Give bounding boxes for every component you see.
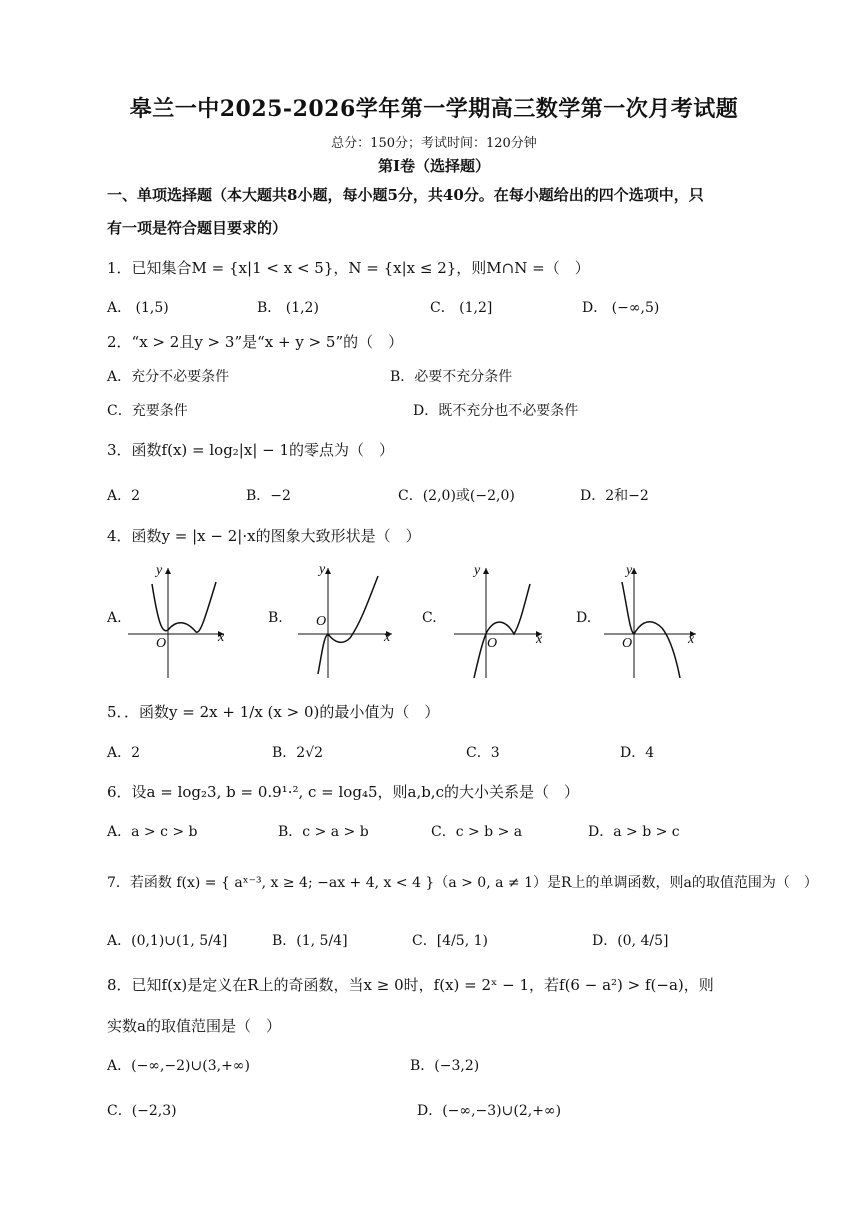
q2-option-a: A．充分不必要条件 [107, 369, 230, 385]
question-4-stem: 4．函数y = |x − 2|·x的图象大致形状是（ ） [107, 527, 421, 545]
q8-option-b: B．(−3,2) [410, 1058, 480, 1074]
exam-subtitle: 总分：150分；考试时间：120分钟 [331, 136, 537, 151]
q4-graph-a [124, 562, 252, 680]
q4-graph-c [450, 562, 578, 680]
q4-graph-d-x-label: x [688, 632, 695, 647]
q4-graph-c-origin-label: O [487, 636, 498, 651]
part-heading: 第Ⅰ卷（选择题） [377, 157, 491, 175]
q6-option-a: A．a > c > b [107, 824, 198, 840]
q4-graph-a-y-label: y [156, 563, 163, 578]
q8-option-d: D．(−∞,−3)∪(2,+∞) [417, 1103, 562, 1119]
q5-option-a: A．2 [107, 745, 141, 761]
q7-option-a: A．(0,1)∪(1, 5/4] [107, 933, 228, 949]
q4-option-b: B. [268, 610, 283, 626]
q1-option-d: D． (−∞,5) [582, 300, 660, 316]
q4-graph-b-x-label: x [384, 630, 391, 645]
q2-option-c: C．充要条件 [107, 403, 188, 419]
q6-option-d: D．a > b > c [588, 824, 680, 840]
question-2-stem: 2．“x > 2且y > 3”是“x + y > 5”的（ ） [107, 333, 404, 351]
q4-graph-b-y-label: y [319, 562, 326, 577]
exam-title: 皋兰一中2025-2026学年第一学期高三数学第一次月考试题 [129, 96, 739, 122]
q8-option-a: A．(−∞,−2)∪(3,+∞) [107, 1058, 250, 1074]
q6-option-c: C．c > b > a [431, 824, 523, 840]
question-8-stem-continued: 实数a的取值范围是（ ） [107, 1017, 281, 1035]
q3-option-c: C．(2,0)或(−2,0) [398, 488, 515, 504]
q4-graph-c-y-label: y [474, 563, 481, 578]
q4-graph-a-x-label: x [218, 630, 225, 645]
q2-option-b: B．必要不充分条件 [390, 369, 513, 385]
q7-option-c: C．[4/5, 1) [412, 933, 488, 949]
q4-option-d: D. [576, 610, 592, 626]
q4-graph-b [280, 562, 408, 680]
question-8-stem: 8．已知f(x)是定义在R上的奇函数，当x ≥ 0时，f(x) = 2ˣ − 1，若f(6 − a²) > f(−a)，则 [107, 976, 714, 994]
q5-option-c: C．3 [466, 745, 500, 761]
q3-option-d: D．2和−2 [580, 488, 649, 504]
q8-option-c: C．(−2,3) [107, 1103, 177, 1119]
section-instructions-line1: 一、单项选择题（本大题共8小题，每小题5分，共40分。在每小题给出的四个选项中，只 [107, 186, 704, 204]
q4-graph-d-origin-label: O [622, 636, 633, 651]
q5-option-b: B．2√2 [272, 745, 324, 761]
question-6-stem: 6．设a = log₂3, b = 0.9¹·², c = log₄5，则a,b,c的大小关系是（ ） [107, 783, 579, 801]
question-5-stem: 5．．函数y = 2x + 1/x (x > 0)的最小值为（ ） [107, 703, 440, 721]
q4-graph-c-x-label: x [536, 632, 543, 647]
q4-graph-b-origin-label: O [316, 614, 327, 629]
q4-option-a: A. [107, 610, 122, 626]
q3-option-b: B．−2 [246, 488, 291, 504]
q4-graph-a-origin-label: O [156, 636, 167, 651]
section-instructions-line2: 有一项是符合题目要求的） [107, 219, 288, 237]
q1-option-c: C． (1,2] [430, 300, 493, 316]
q4-option-c: C. [422, 610, 437, 626]
question-7-stem: 7．若函数 f(x) = { aˣ⁻³, x ≥ 4; −ax + 4, x < 4 }（a > 0, a ≠ 1）是R上的单调函数，则a的取值范围为（ ） [107, 875, 818, 891]
q4-graph-d [600, 562, 728, 680]
q4-graph-d-y-label: y [626, 563, 633, 578]
q3-option-a: A．2 [107, 488, 141, 504]
q1-option-b: B． (1,2) [257, 300, 319, 316]
q6-option-b: B．c > a > b [278, 824, 369, 840]
q7-option-d: D．(0, 4/5] [592, 933, 669, 949]
q1-option-a: A． (1,5) [107, 300, 169, 316]
question-1-stem: 1．已知集合M = {x|1 < x < 5}，N = {x|x ≤ 2}，则M∩N =（ ） [107, 259, 590, 277]
q5-option-d: D．4 [620, 745, 655, 761]
q7-option-b: B．(1, 5/4] [272, 933, 348, 949]
question-3-stem: 3．函数f(x) = log₂|x| − 1的零点为（ ） [107, 441, 395, 459]
q2-option-d: D．既不充分也不必要条件 [413, 403, 579, 419]
